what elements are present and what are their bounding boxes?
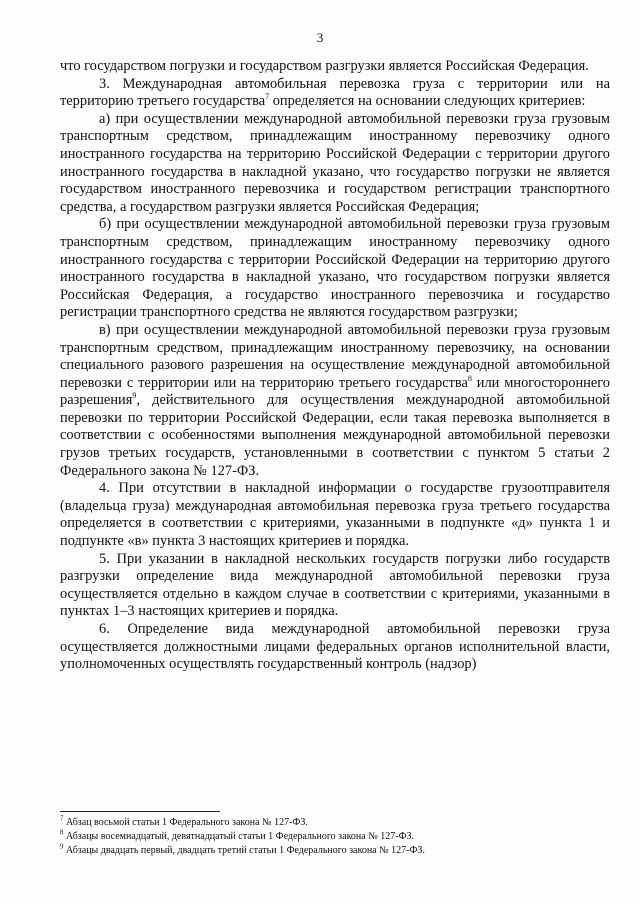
subparagraph-v bbox=[60, 322, 610, 480]
footnote-mark: 7 bbox=[60, 814, 64, 823]
paragraph-3-text-end: определяется на основании следующих критериев: bbox=[269, 93, 586, 110]
footnote-ref-9: 9 bbox=[132, 391, 137, 401]
subparagraph-v-text-mid: или многостороннего разрешения bbox=[60, 374, 610, 409]
footnote-divider bbox=[60, 811, 220, 812]
subparagraph-b: б) при осуществлении международной автомобильной перевозки груза грузовым транспортным средством, принадлежащим иностранному перевозчику одного иностранного государства с территории Российской Федерации на территорию другого иностранного государства в накладной указано, что государством погрузки является Российская Федерация, а государство иностранного перевозчика и государство регистрации транспортного средства не являются государством разгрузки; bbox=[60, 216, 610, 321]
footnote-8 bbox=[60, 830, 610, 844]
footnote-text: Абзацы восемнадцатый, девятнадцатый статьи 1 Федерального закона № 127-ФЗ. bbox=[63, 830, 414, 842]
footnote-9 bbox=[60, 844, 610, 858]
document-body bbox=[60, 58, 610, 674]
footnote-mark: 9 bbox=[60, 842, 64, 851]
paragraph-4: 4. При отсутствии в накладной информации о государстве грузоотправителя (владельца груза) международная автомобильная перевозка груза третьего государства определяется в соответствии с критериями, указанными в подпункте «д» пункта 1 и подпункте «в» пункта 3 настоящих критериев и порядка. bbox=[60, 480, 610, 550]
footnote-ref-7: 7 bbox=[265, 92, 270, 102]
footnote-text: Абзац восьмой статьи 1 Федерального закона № 127-ФЗ. bbox=[63, 817, 308, 828]
footnote-7 bbox=[60, 816, 610, 830]
paragraph-3 bbox=[60, 76, 610, 111]
subparagraph-a: а) при осуществлении международной автомобильной перевозки груза грузовым транспортным средством, принадлежащим иностранному перевозчику одного иностранного государства на территорию Российской Федерации с территории другого иностранного государства в накладной указано, что государство погрузки не является государством иностранного перевозчика и государством регистрации транспортного средства, а государством разгрузки является Российская Федерация; bbox=[60, 110, 610, 215]
footnote-text: Абзацы двадцать первый, двадцать третий статьи 1 Федерального закона № 127-ФЗ. bbox=[63, 844, 425, 856]
paragraph-5: 5. При указании в накладной нескольких государств погрузки либо государств разгрузки определение вида международной автомобильной перевозки груза осуществляется отдельно в каждом случае в соответствии с критериями, указанными в пунктах 1–3 настоящих критериев и порядка. bbox=[60, 550, 610, 620]
footnotes bbox=[60, 816, 610, 857]
subparagraph-v-text-end: , действительного для осуществления международной автомобильной перевозки по территории Российской Федерации, если такая перевозка выполняется в соответствии с особенностями выполнения международной автомобильной перевозки грузов третьих государств, установленными в соответствии с пунктом 5 статьи 2 Федерального закона № 127-ФЗ. bbox=[60, 392, 610, 479]
footnote-mark: 8 bbox=[60, 828, 64, 837]
paragraph-3-text: 3. Международная автомобильная перевозка груза с территории или на территорию третьего государства bbox=[60, 75, 610, 110]
paragraph-6: 6. Определение вида международной автомобильной перевозки груза осуществляется должностными лицами федеральных органов исполнительной власти, уполномоченных осуществлять государственный контроль (надзор) bbox=[60, 621, 610, 673]
paragraph-continuation: что государством погрузки и государством разгрузки является Российская Федерация. bbox=[60, 58, 589, 74]
subparagraph-v-text: в) при осуществлении международной автомобильной перевозки груза грузовым транспортным средством, принадлежащим иностранному перевозчику, на основании специального разового разрешения на осуществление международной автомобильной перевозки с территории или на территорию третьего государства bbox=[60, 321, 610, 391]
page-number: 3 bbox=[316, 30, 324, 45]
footnote-ref-8: 8 bbox=[467, 373, 472, 383]
